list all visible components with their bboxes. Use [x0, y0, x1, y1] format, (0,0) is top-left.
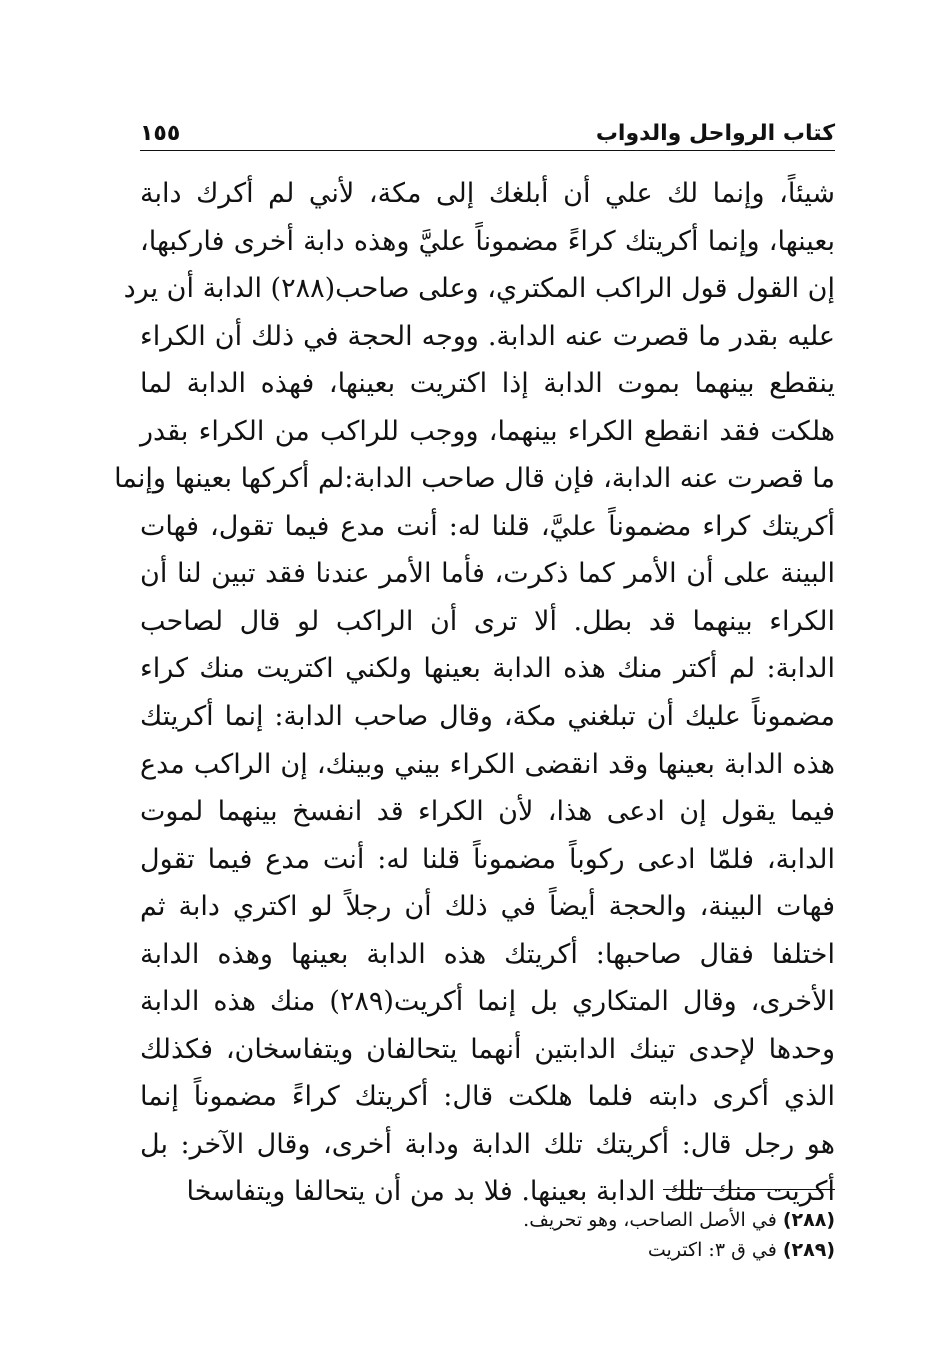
text-line: أكريت منك تلك الدابة بعينها. فلا بد من أن يتحالفا ويتفاسخا — [186, 1176, 835, 1208]
text-line: إن القول قول الراكب المكتري، وعلى صاحب(٢٨٨) الدابة أن يرد — [123, 273, 835, 305]
footnote-number: (٢٨٨) — [782, 1209, 835, 1231]
text-line: هذه الدابة بعينها وقد انقضى الكراء بيني وبينك، إن الراكب مدع — [140, 748, 835, 780]
text-line: هلكت فقد انقطع الكراء بينهما، ووجب للراكب من الكراء بقدر — [140, 415, 835, 447]
text-line: الكراء بينهما قد بطل. ألا ترى أن الراكب لو قال لصاحب — [140, 605, 835, 637]
text-line: عليه بقدر ما قصرت عنه الدابة. ووجه الحجة في ذلك أن الكراء — [140, 320, 835, 352]
footnotes — [300, 1205, 835, 1265]
text-line: هو رجل قال: أكريتك تلك الدابة ودابة أخرى، وقال الآخر: بل — [140, 1128, 835, 1160]
text-line: البينة على أن الأمر كما ذكرت، فأما الأمر عندنا فقد تبين لنا أن — [140, 558, 835, 590]
text-line: بعينها، وإنما أكريتك كراءً مضموناً عليَّ وهذه دابة أخرى فاركبها، — [140, 225, 835, 257]
footnote-number: (٢٨٩) — [782, 1239, 835, 1261]
page-number: ١٥٥ — [140, 121, 181, 146]
text-line: اختلفا فقال صاحبها: أكريتك هذه الدابة بعينها وهذه الدابة — [140, 938, 835, 970]
text-line: فهات البينة، والحجة أيضاً في ذلك أن رجلاً لو اكتري دابة ثم — [140, 891, 835, 923]
text-line: أكريتك كراء مضموناً عليَّ، قلنا له: أنت مدع فيما تقول، فهات — [140, 510, 835, 542]
text-line: الأخرى، وقال المتكاري بل إنما أكريت(٢٨٩) منك هذه الدابة — [140, 986, 835, 1018]
text-line: شيئاً، وإنما لك علي أن أبلغك إلى مكة، لأني لم أكرك دابة — [140, 178, 835, 209]
footnote — [300, 1235, 835, 1265]
body-text — [114, 170, 835, 1216]
text-line: ما قصرت عنه الدابة، فإن قال صاحب الدابة:لم أكركها بعينها وإنما — [114, 463, 835, 495]
page-header — [140, 112, 835, 151]
running-title: كتاب الرواحل والدواب — [595, 121, 835, 146]
text-line: وحدها لإحدى تينك الدابتين أنهما يتحالفان ويتفاسخان، فكذلك — [140, 1033, 835, 1065]
text-line: ينقطع بينهما بموت الدابة إذا اكتريت بعينها، فهذه الدابة لما — [140, 368, 835, 400]
footnote — [300, 1205, 835, 1235]
text-line: الذي أكرى دابته فلما هلكت قال: أكريتك كراءً مضموناً إنما — [140, 1081, 835, 1113]
footnote-text: في ق ٣: اكتريت — [647, 1239, 777, 1261]
text-line: مضموناً عليك أن تبلغني مكة، وقال صاحب الدابة: إنما أكريتك — [140, 701, 835, 733]
text-line: فيما يقول إن ادعى هذا، لأن الكراء قد انفسخ بينهما لموت — [140, 796, 835, 828]
text-line: الدابة: لم أكتر منك هذه الدابة بعينها ولكني اكتريت منك كراء — [140, 653, 835, 685]
text-line: الدابة، فلمّا ادعى ركوباً مضموناً قلنا له: أنت مدع فيما تقول — [140, 843, 835, 875]
footnote-text: في الأصل الصاحب، وهو تحريف. — [523, 1209, 777, 1231]
footnote-divider — [663, 1189, 835, 1190]
